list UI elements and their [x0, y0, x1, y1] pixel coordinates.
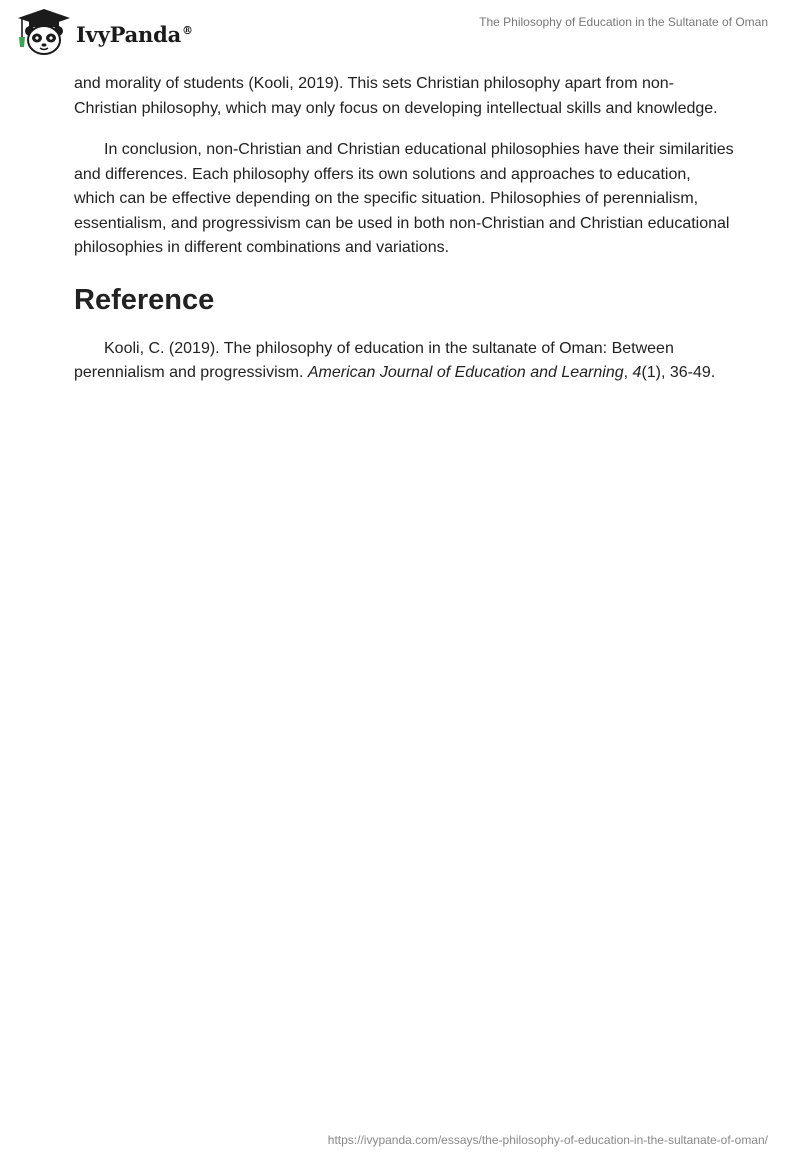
- ivypanda-logo[interactable]: [14, 7, 193, 57]
- document-body: [74, 72, 734, 403]
- panda-graduate-icon: [14, 7, 74, 57]
- source-url[interactable]: https://ivypanda.com/essays/the-philosophy-of-education-in-the-sultanate-of-oman/: [327, 1133, 768, 1147]
- reference-separator: ,: [623, 364, 633, 381]
- reference-lead: Kooli, C. (2019). The philosophy of education in the sultanate of Oman: Between perennialism and progressivism.: [74, 339, 674, 381]
- reference-heading: Reference: [74, 283, 215, 316]
- page-header: [0, 0, 800, 70]
- body-paragraph-continued: and morality of students (Kooli, 2019). This sets Christian philosophy apart from non-Christian philosophy, which may only focus on developing intellectual skills and knowledge.: [74, 75, 718, 117]
- reference-volume: 4: [632, 364, 642, 381]
- reference-journal: American Journal of Education and Learning: [307, 364, 624, 381]
- logo-wordmark: IvyPanda®: [76, 21, 193, 47]
- reference-entry: [74, 337, 734, 386]
- reference-tail: (1), 36-49.: [641, 364, 716, 381]
- conclusion-paragraph: In conclusion, non-Christian and Christian educational philosophies have their similarities and differences. Each philosophy offers its own solutions and approaches to education, which can be effective depending on the specific situation. Philosophies of perennialism, essentialism, and progressivism can be used in both non-Christian and Christian educational philosophies in different combinations and variations.: [74, 141, 734, 256]
- registered-mark: ®: [182, 23, 193, 37]
- running-title: The Philosophy of Education in the Sultanate of Oman: [479, 15, 768, 29]
